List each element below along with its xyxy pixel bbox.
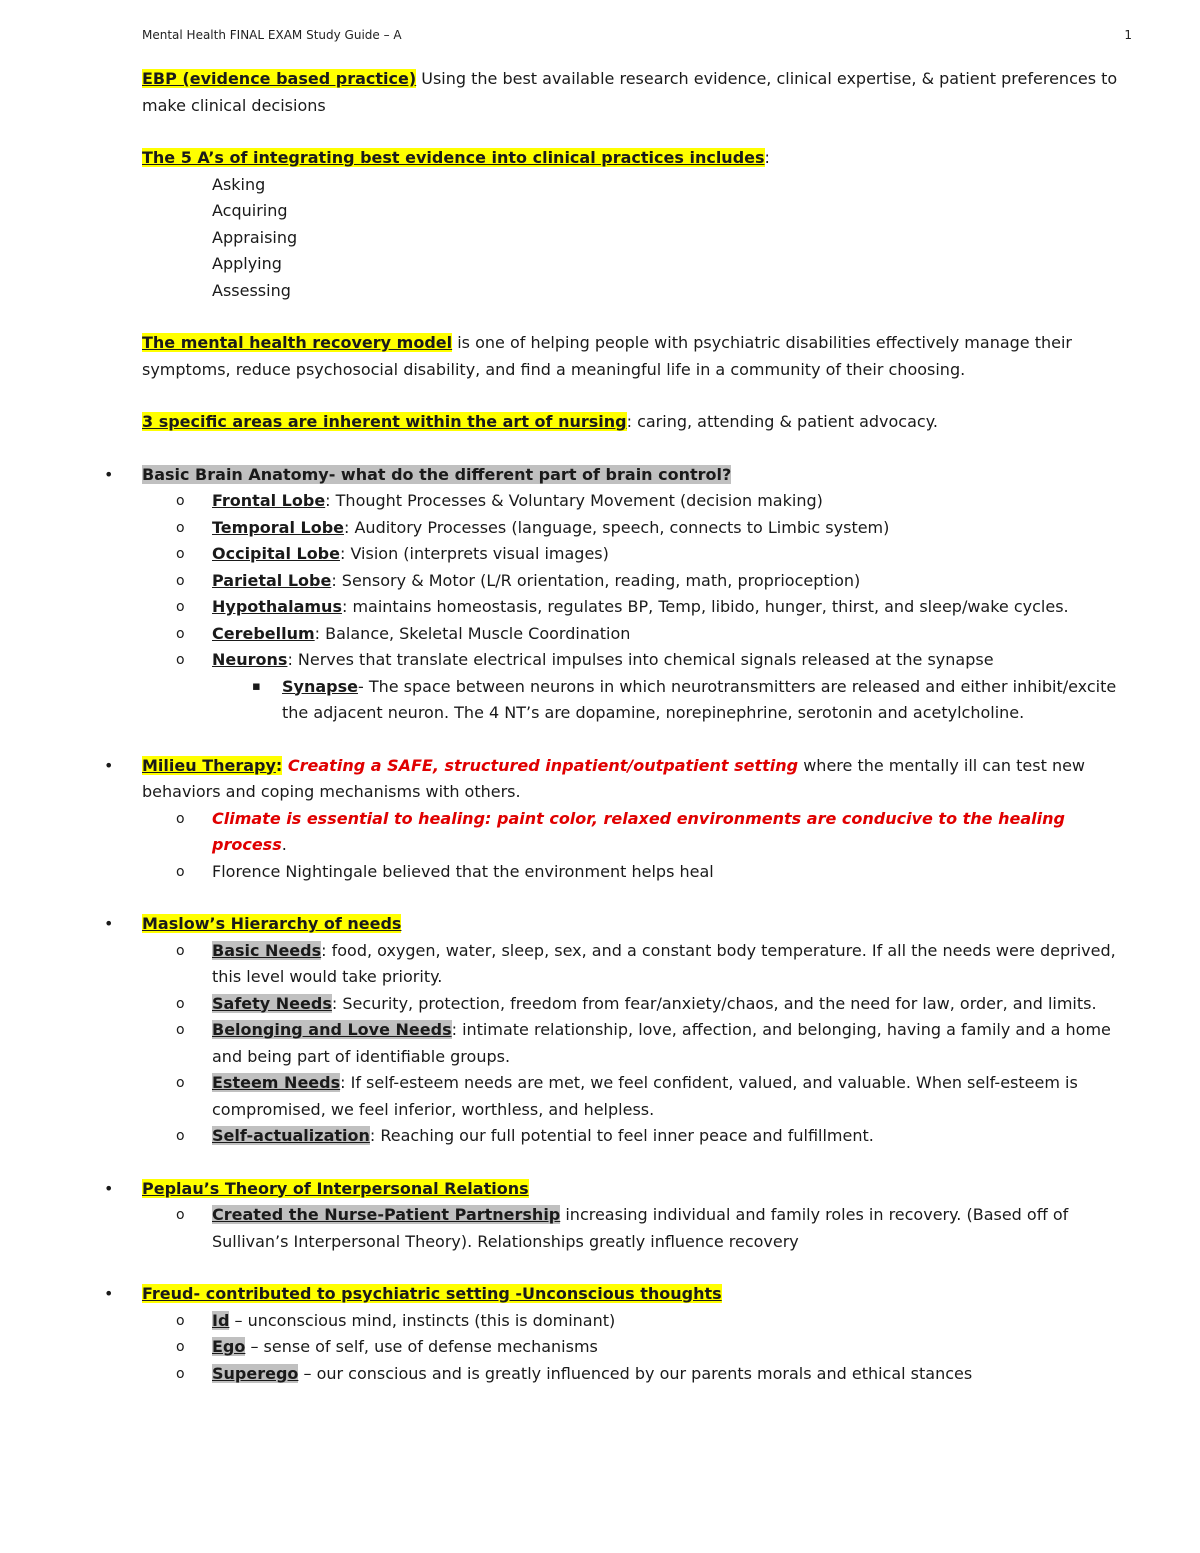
milieu-list — [142, 806, 1128, 886]
definition: : intimate relationship, love, affection, and belonging, having a family and a home and being part of identifiable groups. — [212, 1020, 1111, 1066]
list-item — [176, 568, 1128, 595]
milieu-section — [104, 753, 1128, 886]
term: Self-actualization — [212, 1126, 370, 1145]
list-item — [176, 938, 1128, 991]
five-as-list — [142, 172, 1128, 305]
term: Occipital Lobe — [212, 544, 340, 563]
recovery-term: The mental health recovery model — [142, 333, 453, 352]
list-item: Appraising — [212, 227, 298, 247]
bullet-icon: • — [104, 1178, 114, 1198]
freud-heading: Freud- contributed to psychiatric setting -Unconscious thoughts — [142, 1284, 722, 1303]
list-item — [176, 1070, 1128, 1123]
list-item — [176, 647, 1128, 727]
peplau-section — [104, 1176, 1128, 1256]
bullet-icon: • — [104, 1284, 114, 1303]
circle-bullet-icon: o — [176, 995, 185, 1012]
maslow-list — [142, 938, 1128, 1150]
list-item — [252, 674, 1128, 727]
circle-bullet-icon: o — [176, 572, 185, 589]
circle-bullet-icon: o — [176, 1365, 185, 1382]
definition: : Nerves that translate electrical impulses into chemical signals released at the synapse — [287, 650, 994, 669]
bullet-icon: • — [104, 914, 114, 933]
term: Frontal Lobe — [212, 491, 326, 510]
list-item — [176, 1361, 1128, 1388]
term: Id — [212, 1310, 230, 1330]
neurons-sublist — [212, 674, 1128, 727]
peplau-section-item — [104, 1176, 1128, 1256]
list-item — [176, 621, 1128, 648]
term: Parietal Lobe — [212, 570, 332, 590]
list-item — [176, 806, 1128, 859]
square-bullet-icon: ▪ — [252, 678, 261, 694]
term: Temporal Lobe — [212, 517, 344, 537]
circle-bullet-icon: o — [176, 546, 185, 562]
list-item — [176, 1202, 1128, 1255]
milieu-rest: where the mentally ill can test new behaviors and coping mechanisms with others. — [142, 755, 1086, 801]
circle-bullet-icon: o — [176, 519, 185, 536]
period: . — [281, 835, 287, 854]
list-item — [176, 1308, 1128, 1335]
list-item — [176, 1123, 1128, 1150]
definition: : maintains homeostasis, regulates BP, Temp, libido, hunger, thirst, and sleep/wake cycles. — [341, 597, 1069, 616]
circle-bullet-icon: o — [176, 863, 185, 880]
list-item — [176, 859, 1128, 886]
circle-bullet-icon: o — [176, 1128, 185, 1144]
term: Basic Needs — [212, 940, 322, 960]
recovery-definition: is one of helping people with psychiatric disabilities effectively manage their symptoms, reduce psychosocial disability, and find a meaningful life in a community of their choosing. — [142, 333, 1072, 379]
definition: : food, oxygen, water, sleep, sex, and a constant body temperature. If all the needs were deprived, this level would take priority. — [212, 940, 1116, 986]
peplau-heading: Peplau’s Theory of Interpersonal Relations — [142, 1178, 529, 1198]
nursing-definition: : caring, attending & patient advocacy. — [626, 412, 938, 431]
maslow-heading: Maslow’s Hierarchy of needs — [142, 914, 402, 933]
milieu-red-text: Creating a SAFE, structured inpatient/outpatient setting — [282, 755, 799, 775]
five-as-colon: : — [764, 148, 770, 167]
freud-section — [104, 1281, 1128, 1387]
circle-bullet-icon: o — [176, 1207, 185, 1223]
term: Belonging and Love Needs — [212, 1020, 452, 1039]
circle-bullet-icon: o — [176, 1075, 185, 1091]
definition: – unconscious mind, instincts (this is dominant) — [229, 1310, 616, 1330]
circle-bullet-icon: o — [176, 625, 185, 642]
page-header — [142, 28, 1132, 42]
bullet-icon: • — [104, 464, 114, 484]
milieu-term: Milieu Therapy — [142, 755, 276, 775]
term: Ego — [212, 1337, 246, 1356]
circle-bullet-icon: o — [176, 942, 185, 959]
term: Synapse — [282, 676, 358, 696]
milieu-nightingale-text: Florence Nightingale believed that the environment helps heal — [212, 861, 714, 881]
milieu-section-item — [104, 753, 1128, 886]
definition: : Reaching our full potential to feel inner peace and fulfillment. — [369, 1126, 874, 1145]
definition: : If self-esteem needs are met, we feel confident, valued, and valuable. When self-esteem is compromised, we feel inferior, worthless, and helpless. — [212, 1073, 1078, 1119]
definition: : Security, protection, freedom from fear/anxiety/chaos, and the need for law, order, and limits. — [331, 993, 1097, 1013]
definition: – sense of self, use of defense mechanisms — [245, 1337, 598, 1356]
five-as-heading-line — [142, 145, 1128, 172]
circle-bullet-icon: o — [176, 1022, 185, 1038]
page-number: 1 — [1124, 28, 1132, 42]
circle-bullet-icon: o — [176, 1339, 185, 1355]
brain-list — [142, 488, 1128, 727]
list-item: Applying — [212, 254, 282, 273]
list-item: Assessing — [212, 280, 291, 300]
list-item — [176, 541, 1128, 568]
list-item — [176, 1334, 1128, 1361]
list-item: Acquiring — [212, 201, 288, 220]
definition: : Sensory & Motor (L/R orientation, reading, math, proprioception) — [331, 570, 861, 590]
freud-section-item — [104, 1281, 1128, 1387]
brain-section — [104, 462, 1128, 727]
nursing-paragraph — [142, 409, 1128, 436]
term: Safety Needs — [212, 993, 332, 1013]
document-body — [104, 66, 1128, 1387]
list-item — [176, 594, 1128, 621]
circle-bullet-icon: o — [176, 599, 185, 615]
circle-bullet-icon: o — [176, 652, 185, 668]
ebp-definition: Using the best available research evidence, clinical expertise, & patient preferences to make clinical decisions — [142, 69, 1118, 115]
definition: : Thought Processes & Voluntary Movement (decision making) — [325, 491, 823, 510]
definition: : Vision (interprets visual images) — [339, 544, 609, 563]
circle-bullet-icon: o — [176, 1312, 185, 1329]
milieu-colon: : — [275, 755, 283, 775]
term: Hypothalamus — [212, 597, 342, 616]
term: Created the Nurse-Patient Partnership — [212, 1205, 561, 1224]
freud-list — [142, 1308, 1128, 1388]
list-item: Asking — [212, 174, 266, 194]
list-item — [176, 1017, 1128, 1070]
term: Superego — [212, 1363, 299, 1383]
maslow-section — [104, 911, 1128, 1150]
term: Esteem Needs — [212, 1073, 341, 1092]
ebp-term: EBP (evidence based practice) — [142, 69, 417, 88]
circle-bullet-icon: o — [176, 810, 185, 827]
milieu-climate-text: Climate is essential to healing: paint color, relaxed environments are conducive to the healing process — [212, 808, 1065, 854]
maslow-section-item — [104, 911, 1128, 1150]
definition: increasing individual and family roles in recovery. (Based off of Sullivan’s Interpersonal Theory). Relationships greatly influence recovery — [212, 1205, 1069, 1251]
list-item — [176, 991, 1128, 1018]
definition: : Balance, Skeletal Muscle Coordination — [314, 623, 631, 643]
five-as-heading: The 5 A’s of integrating best evidence into clinical practices includes — [142, 148, 765, 167]
bullet-icon: • — [104, 755, 114, 775]
recovery-paragraph — [142, 330, 1128, 383]
circle-bullet-icon: o — [176, 493, 185, 509]
definition: : Auditory Processes (language, speech, connects to Limbic system) — [344, 517, 890, 537]
term: Cerebellum — [212, 623, 315, 643]
ebp-paragraph — [142, 66, 1128, 119]
definition: - The space between neurons in which neurotransmitters are released and either inhibit/excite the adjacent neuron. The 4 NT’s are dopamine, norepinephrine, serotonin and acetylcholine. — [282, 676, 1117, 722]
list-item — [176, 488, 1128, 515]
definition: – our conscious and is greatly influenced by our parents morals and ethical stances — [298, 1363, 973, 1383]
peplau-list — [142, 1202, 1128, 1255]
header-title: Mental Health FINAL EXAM Study Guide – A — [142, 28, 402, 42]
list-item — [176, 515, 1128, 542]
nursing-term: 3 specific areas are inherent within the art of nursing — [142, 412, 627, 431]
brain-section-item — [104, 462, 1128, 727]
brain-heading: Basic Brain Anatomy- what do the different part of brain control? — [142, 464, 732, 484]
term: Neurons — [212, 650, 288, 669]
